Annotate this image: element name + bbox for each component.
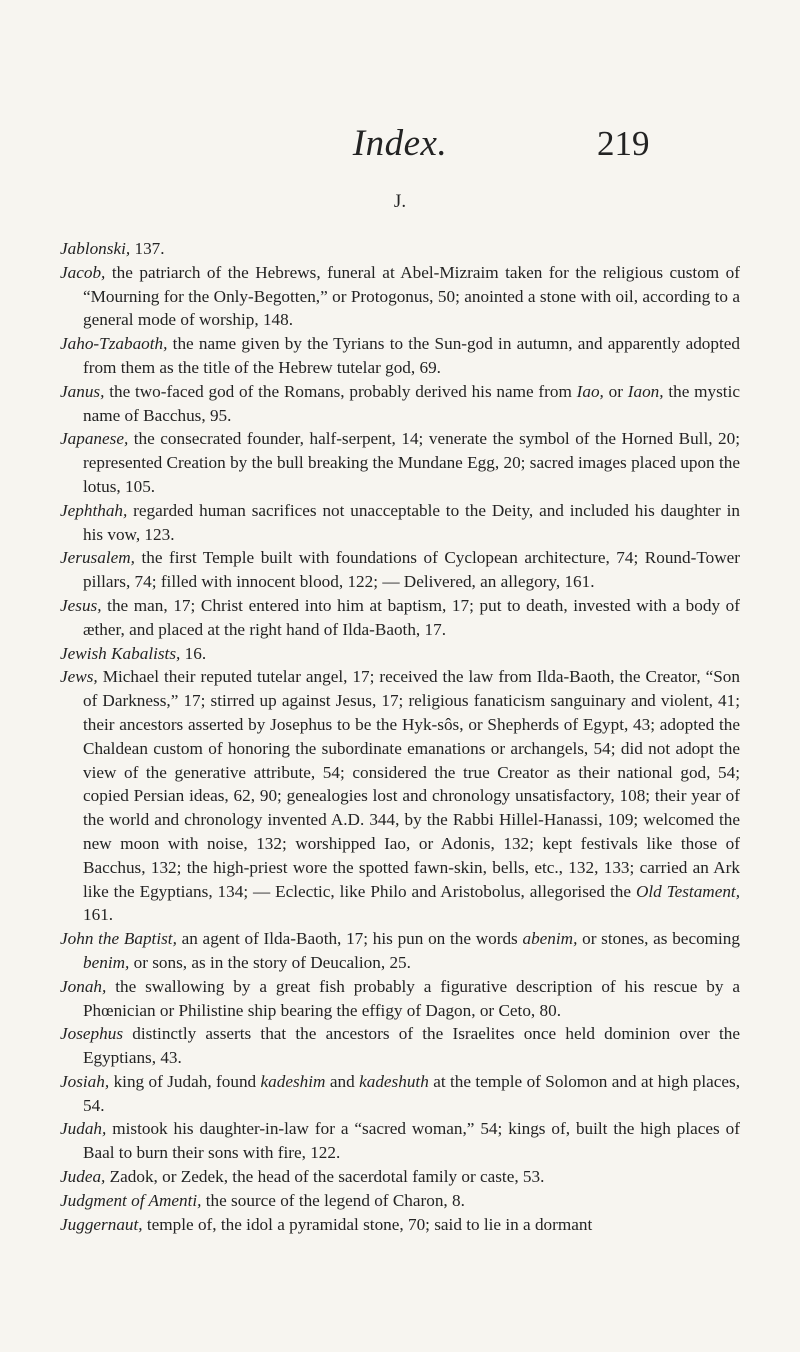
entry-text: or	[603, 381, 628, 401]
entry-text: or sons, as in the story of Deucalion, 25.	[129, 952, 411, 972]
entry-text: the consecrated founder, half-serpent, 14; venerate the symbol of the Horned Bull, 20; represented Creation by the bull breaking the Mundane Egg, 20; sacred images placed upon the lotus, 105.	[83, 429, 740, 496]
entry-headword: Josephus	[60, 1024, 124, 1044]
entry-text: at the temple of Solomon and at high places, 54.	[83, 1071, 740, 1115]
entry-text: and	[325, 1071, 360, 1091]
index-entry	[60, 546, 740, 594]
index-entry	[60, 499, 740, 547]
entry-headword: Judah,	[60, 1119, 107, 1139]
entry-headword: Jacob,	[60, 262, 106, 282]
index-entry	[60, 1189, 740, 1213]
entry-text: the two-faced god of the Romans, probably derived his name from	[104, 381, 577, 401]
index-entry	[60, 665, 740, 927]
entry-headword: Jewish Kabalists,	[60, 643, 181, 663]
index-entry	[60, 1165, 740, 1189]
entry-text: the name given by the Tyrians to the Sun-god in autumn, and apparently adopted from them as the title of the Hebrew tutelar god, 69.	[83, 334, 740, 377]
running-title: Index.	[352, 123, 448, 164]
entry-text: king of Judah, found	[109, 1071, 261, 1091]
entry-headword: Jerusalem,	[60, 548, 135, 568]
entry-text: 161.	[83, 905, 114, 925]
index-entry	[60, 1213, 740, 1237]
index-entry	[60, 1117, 740, 1165]
entry-headword: Josiah,	[60, 1071, 110, 1091]
entry-text: the first Temple built with foundations of Cyclopean architecture, 74; Round-Tower pillars, 74; filled with innocent blood, 122; — Delivered, an allegory, 161.	[83, 548, 740, 592]
index-entry	[60, 427, 740, 498]
entry-headword: John the Baptist,	[60, 929, 177, 949]
entry-headword: Judgment of Amenti,	[60, 1190, 202, 1210]
entry-text: the swallowing by a great fish probably a figurative description of his rescue by a Phœnician or Philistine ship bearing the effigy of Dagon, or Ceto, 80.	[83, 976, 740, 1020]
entry-italic-term: kadeshuth	[359, 1071, 429, 1091]
entry-headword: Jephthah,	[60, 500, 128, 520]
entry-text: the source of the legend of Charon, 8.	[201, 1190, 465, 1210]
entry-text: 16.	[180, 643, 207, 663]
entry-italic-term: abenim,	[522, 929, 578, 949]
index-entry	[60, 927, 740, 975]
entry-headword: Jablonski,	[60, 239, 131, 258]
entry-text: regarded human sacrifices not unacceptable to the Deity, and included his daughter in his vow, 123.	[83, 500, 740, 544]
entry-italic-term: kadeshim	[260, 1071, 326, 1091]
index-entry	[60, 594, 740, 642]
entry-text: an agent of Ilda-Baoth, 17; his pun on the words	[176, 929, 523, 949]
page-number: 219	[597, 124, 650, 163]
entry-text: temple of, the idol a pyramidal stone, 70; said to lie in a dormant	[142, 1214, 593, 1234]
entry-text: the mystic name of Bacchus, 95.	[83, 381, 740, 425]
entry-headword: Janus,	[60, 381, 105, 401]
entry-headword: Judea,	[60, 1167, 106, 1187]
entry-text: Zadok, or Zedek, the head of the sacerdotal family or caste, 53.	[105, 1167, 545, 1187]
entry-text: distinctly asserts that the ancestors of the Israelites once held dominion over the Egyptians, 43.	[83, 1024, 740, 1068]
entry-text: 137.	[130, 239, 165, 258]
index-entry	[60, 261, 740, 332]
entry-text: mistook his daughter-in-law for a “sacred woman,” 54; kings of, built the high places of Baal to burn their sons with fire, 122.	[83, 1119, 740, 1163]
entry-text: Michael their reputed tutelar angel, 17; received the law from Ilda-Baoth, the Creator, “Son of Darkness,” 17; stirred up against Jesus, 17; religious fanaticism sanguinary and violent, 41; their ancestors asserted by Josephus to be the Hyk-sôs, or Shepherds of Egypt, 43; adopted the Chaldean custom of honoring the subordinate emanations or archangels, 54; did not adopt the view of the generative attribute, 54; considered the true Creator as their national god, 54; copied Persian ideas, 62, 90; genealogies lost and chronology unsatisfactory, 108; their year of the world and chronology invented A.D. 344, by the Rabbi Hillel-Hanassi, 109; welcomed the new moon with noise, 132; worshipped Iao, or Adonis, 132; kept festivals like those of Bacchus, 132; the high-priest wore the spotted fawn-skin, bells, etc., 132, 133; carried an Ark like the Egyptians, 134; — Eclectic, like Philo and Aristobolus, allegorised the	[83, 667, 740, 901]
index-entry	[60, 1070, 740, 1118]
entry-italic-term: benim,	[83, 952, 130, 972]
entry-headword: Jews,	[60, 667, 98, 687]
entry-italic-term: Old Testament,	[635, 881, 740, 901]
entry-headword: Japanese,	[60, 429, 129, 449]
index-entry	[60, 975, 740, 1023]
index-entry	[60, 332, 740, 380]
index-entry	[60, 237, 740, 261]
entry-headword: Jonah,	[60, 976, 107, 996]
index-entry	[60, 380, 740, 428]
entry-italic-term: Iao,	[576, 381, 604, 401]
section-letter: J.	[393, 191, 407, 212]
entry-text: the patriarch of the Hebrews, funeral at Abel-Mizraim taken for the religious custom of “Mourning for the Only-Begotten,” or Protogonus, 50; anointed a stone with oil, according to a general mode of worship, 148.	[83, 262, 740, 330]
entry-headword: Juggernaut,	[60, 1214, 143, 1234]
entry-text: or stones, as becoming	[577, 929, 740, 949]
index-entry	[60, 642, 740, 666]
entry-text: the man, 17; Christ entered into him at baptism, 17; put to death, invested with a body of æther, and placed at the right hand of Ilda-Baoth, 17.	[83, 595, 740, 639]
index-entries	[60, 237, 740, 1236]
index-entry	[60, 1022, 740, 1070]
entry-italic-term: Iaon,	[627, 381, 664, 401]
entry-headword: Jaho-Tzabaoth,	[60, 334, 168, 354]
entry-headword: Jesus,	[60, 595, 102, 615]
